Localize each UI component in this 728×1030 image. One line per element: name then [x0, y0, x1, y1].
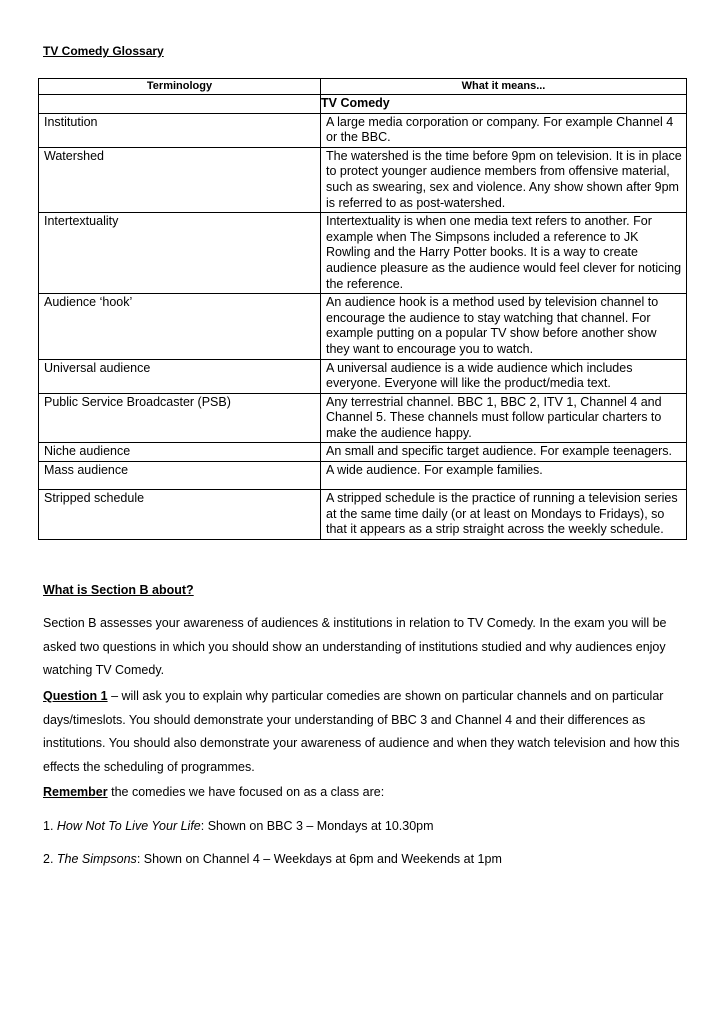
meaning-cell: A wide audience. For example families. [321, 462, 687, 490]
document-title: TV Comedy Glossary [43, 44, 164, 58]
table-row [39, 359, 687, 393]
section-b-intro: Section B assesses your awareness of audiences & institutions in relation to TV Comedy. In the exam you will be asked two questions in which you should show an understanding of institutions studied and why audiences enjoy watching TV Comedy. [43, 616, 667, 677]
table-row [39, 490, 687, 540]
meaning-cell: A universal audience is a wide audience which includes everyone. Everyone will like the product/media text. [321, 359, 687, 393]
meaning-cell: A large media corporation or company. For example Channel 4 or the BBC. [321, 113, 687, 147]
glossary-table [38, 78, 687, 540]
term-cell: Watershed [39, 147, 321, 212]
section-label: TV Comedy [321, 95, 687, 114]
meaning-cell: Any terrestrial channel. BBC 1, BBC 2, ITV 1, Channel 4 and Channel 5. These channels must follow particular charters to make the audience happy. [321, 393, 687, 443]
remember-text: the comedies we have focused on as a class are: [107, 785, 385, 799]
table-row [39, 443, 687, 462]
table-row [39, 113, 687, 147]
table-row [39, 294, 687, 359]
question-1-paragraph [43, 685, 688, 779]
header-meaning: What it means... [321, 79, 687, 95]
term-cell: Universal audience [39, 359, 321, 393]
comedy-item-2 [43, 848, 688, 872]
comedy-number: 2. [43, 852, 57, 866]
remember-label: Remember [43, 785, 108, 799]
comedy-title: The Simpsons [56, 852, 137, 866]
table-row [39, 147, 687, 212]
comedy-item-1 [43, 815, 688, 839]
meaning-cell: Intertextuality is when one media text refers to another. For example when The Simpsons included a reference to JK Rowling and the Harry Potter books. It is a way to create audience pleasure as the audience would feel clever for noticing the reference. [321, 213, 687, 294]
section-b-heading [43, 579, 688, 603]
comedy-detail: : Shown on Channel 4 – Weekdays at 6pm and Weekends at 1pm [136, 852, 502, 866]
remember-paragraph [43, 781, 688, 805]
table-row [39, 393, 687, 443]
term-cell: Audience ‘hook’ [39, 294, 321, 359]
term-cell: Intertextuality [39, 213, 321, 294]
table-row [39, 462, 687, 490]
term-cell: Mass audience [39, 462, 321, 490]
table-header-row [39, 79, 687, 95]
section-b-heading-text: What is Section B about? [43, 583, 194, 597]
comedy-detail: : Shown on BBC 3 – Mondays at 10.30pm [200, 819, 434, 833]
comedy-number: 1. [43, 819, 57, 833]
meaning-cell: A stripped schedule is the practice of running a television series at the same time daily (or at least on Mondays to Fridays), so that it appears as a strip straight across the weekly schedule. [321, 490, 687, 540]
comedy-title: How Not To Live Your Life [56, 819, 201, 833]
table-row [39, 213, 687, 294]
meaning-cell: An audience hook is a method used by television channel to encourage the audience to stay watching that channel. For example putting on a popular TV show before another show they want to encourage you to watch. [321, 294, 687, 359]
header-terminology: Terminology [39, 79, 321, 95]
term-cell: Institution [39, 113, 321, 147]
question-1-text: – will ask you to explain why particular comedies are shown on particular channels and on particular days/timeslots. You should demonstrate your understanding of BBC 3 and Channel 4 and their differences as institutions. You should also demonstrate your awareness of audience and when they watch television and how this effects the scheduling of programmes. [43, 689, 680, 774]
section-row [39, 95, 687, 114]
question-1-label: Question 1 [43, 689, 108, 703]
meaning-cell: An small and specific target audience. For example teenagers. [321, 443, 687, 462]
meaning-cell: The watershed is the time before 9pm on television. It is in place to protect younger audience members from offensive material, such as swearing, sex and violence. Any show shown after 9pm is referred to as post-watershed. [321, 147, 687, 212]
section-row-blank [39, 95, 321, 114]
term-cell: Niche audience [39, 443, 321, 462]
term-cell: Public Service Broadcaster (PSB) [39, 393, 321, 443]
term-cell: Stripped schedule [39, 490, 321, 540]
